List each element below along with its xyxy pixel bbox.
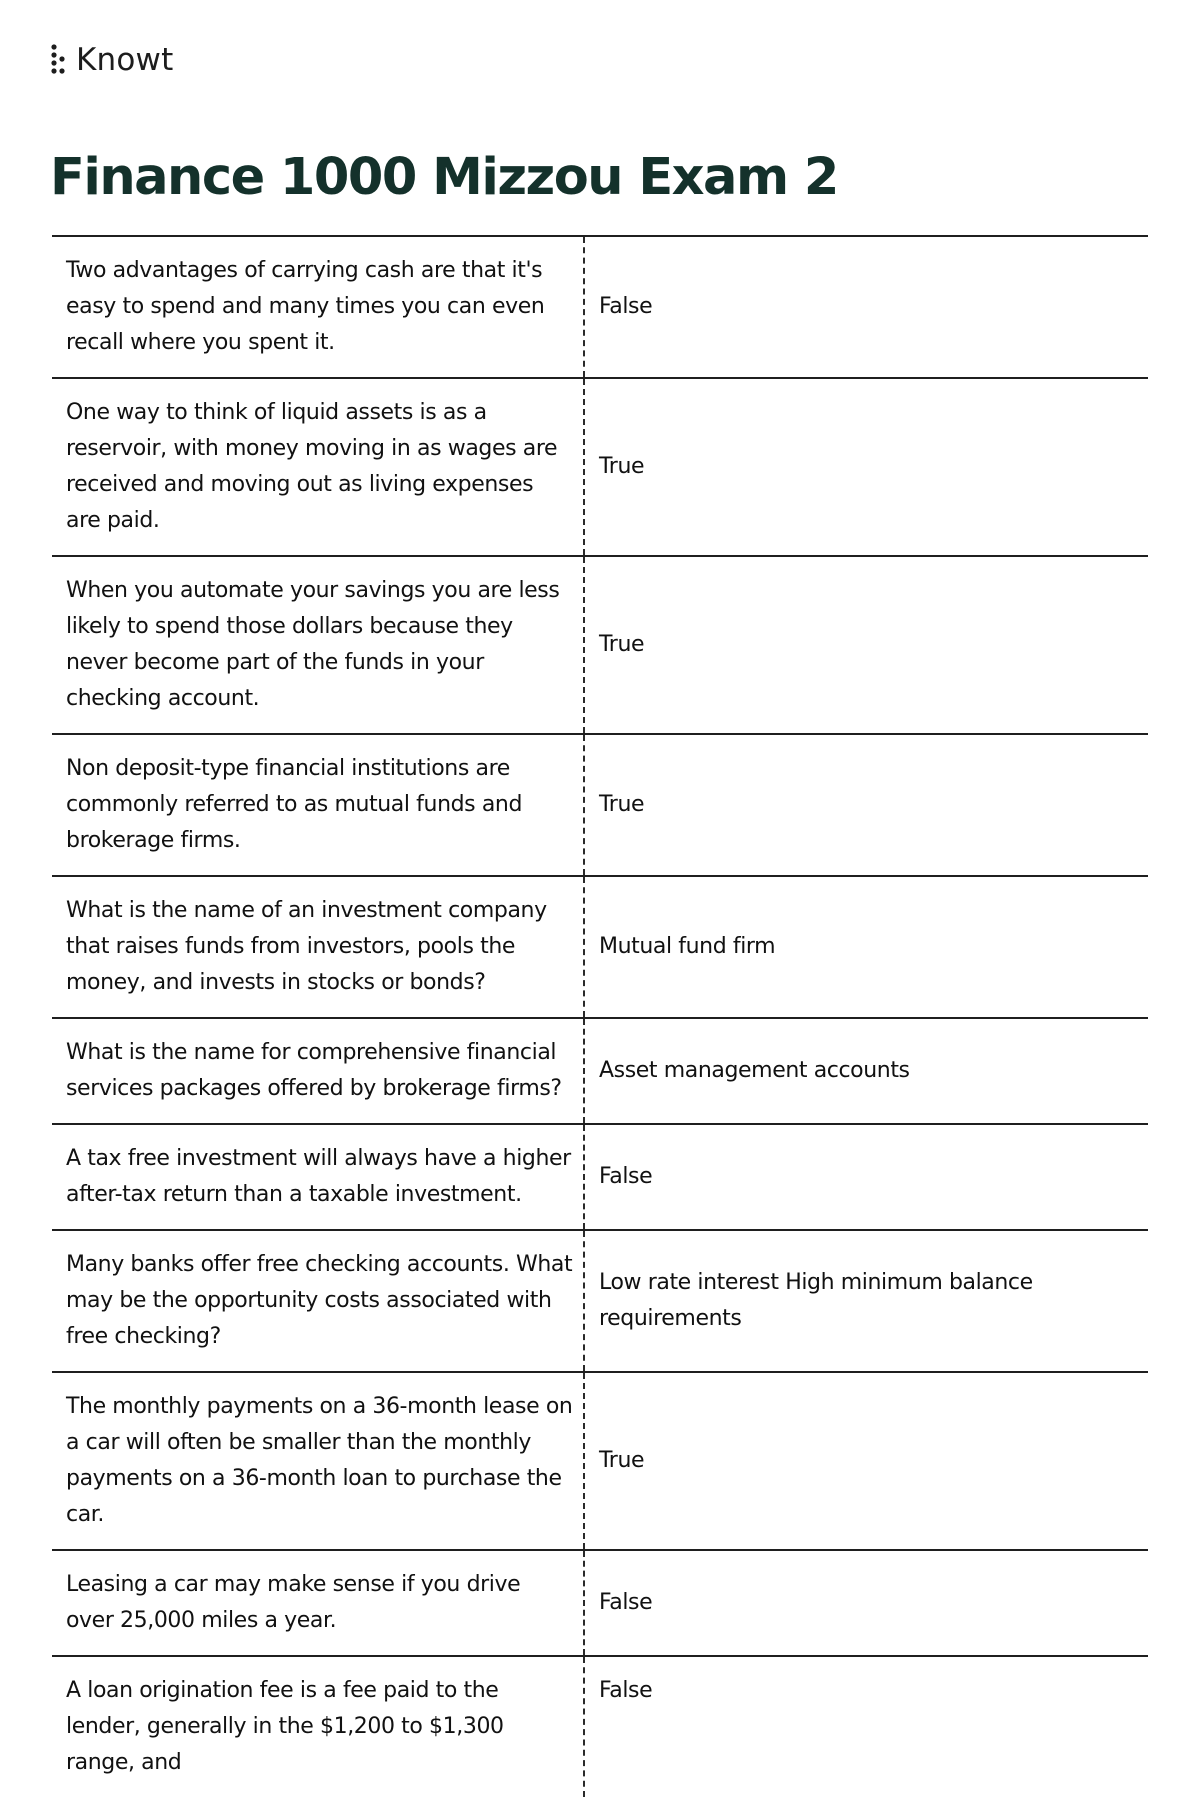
page-title: Finance 1000 Mizzou Exam 2: [50, 148, 838, 207]
card-term: A loan origination fee is a fee paid to the lender, generally in the $1,200 to $1,300 range, and: [52, 1656, 584, 1797]
table-row: [52, 1124, 1148, 1230]
card-term: What is the name of an investment company that raises funds from investors, pools the money, and invests in stocks or bonds?: [52, 876, 584, 1018]
card-term: Two advantages of carrying cash are that it's easy to spend and many times you can even recall where you spent it.: [52, 236, 584, 378]
card-definition: True: [584, 1372, 1148, 1550]
table-row: [52, 1550, 1148, 1656]
card-term: When you automate your savings you are less likely to spend those dollars because they never become part of the funds in your checking account.: [52, 556, 584, 734]
card-definition: True: [584, 378, 1148, 556]
header: [50, 40, 173, 80]
card-definition: Asset management accounts: [584, 1018, 1148, 1124]
card-definition: True: [584, 556, 1148, 734]
table-row: [52, 378, 1148, 556]
table-row: [52, 734, 1148, 876]
brand-name: Knowt: [76, 42, 174, 78]
table-row: [52, 236, 1148, 378]
card-term: The monthly payments on a 36-month lease on a car will often be smaller than the monthly payments on a 36-month loan to purchase the car.: [52, 1372, 584, 1550]
table-row: [52, 556, 1148, 734]
table-row: [52, 1656, 1148, 1797]
card-term: What is the name for comprehensive financial services packages offered by brokerage firms?: [52, 1018, 584, 1124]
knowt-logo-icon: [50, 42, 68, 78]
card-definition: False: [584, 236, 1148, 378]
card-term: One way to think of liquid assets is as a reservoir, with money moving in as wages are received and moving out as living expenses are paid.: [52, 378, 584, 556]
flashcard-table: [52, 235, 1148, 1797]
table-row: [52, 1018, 1148, 1124]
card-term: A tax free investment will always have a higher after-tax return than a taxable investment.: [52, 1124, 584, 1230]
card-definition: False: [584, 1550, 1148, 1656]
card-definition: Low rate interest High minimum balance requirements: [584, 1230, 1148, 1372]
card-definition: False: [584, 1124, 1148, 1230]
table-row: [52, 1372, 1148, 1550]
card-definition: False: [599, 1678, 653, 1703]
table-row: [52, 1230, 1148, 1372]
table-row: [52, 876, 1148, 1018]
card-definition: Mutual fund firm: [584, 876, 1148, 1018]
card-term: Many banks offer free checking accounts. What may be the opportunity costs associated with free checking?: [52, 1230, 584, 1372]
card-term: Non deposit-type financial institutions are commonly referred to as mutual funds and brokerage firms.: [52, 734, 584, 876]
card-term: Leasing a car may make sense if you drive over 25,000 miles a year.: [52, 1550, 584, 1656]
card-definition: True: [584, 734, 1148, 876]
